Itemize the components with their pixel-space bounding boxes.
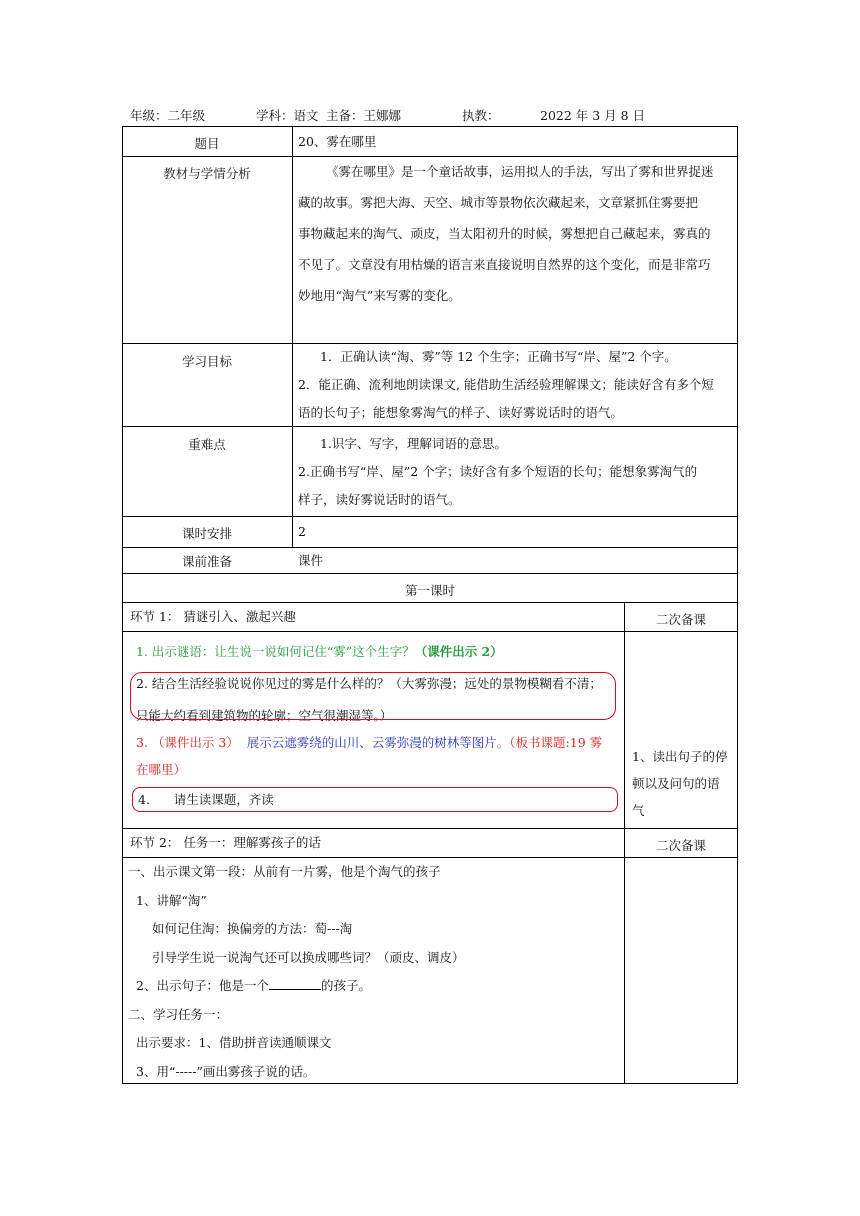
side-note-line: 气 — [632, 803, 645, 818]
step2-line-end: 的孩子。 — [320, 978, 371, 993]
analysis-label: 教材与学情分析 — [163, 166, 251, 181]
step2-side-title: 二次备课 — [655, 838, 706, 853]
row-rule — [122, 516, 738, 517]
lesson-header — [130, 106, 740, 126]
step1-item4-text: 请生读课题，齐读 — [173, 792, 274, 807]
step2-line: 1、讲解“淘” — [136, 892, 207, 908]
step1-item1-tag: （课件出示 2） — [414, 644, 503, 659]
teacher-label: 执教： — [462, 108, 500, 123]
step1-item1-text: 1. 出示谜语：让生说一说如何记住“雾”这个生字？ — [136, 644, 415, 659]
prep-value: 课件 — [298, 553, 324, 568]
row-rule — [122, 631, 738, 632]
preparer-label: 主备：王娜娜 — [326, 108, 402, 123]
step2-body — [128, 858, 465, 1086]
side-note-line: 顿以及问句的语 — [632, 776, 720, 791]
step1-side-title: 二次备课 — [655, 612, 706, 627]
step2-line-blank — [128, 972, 465, 1001]
periods-label: 课时安排 — [181, 526, 232, 541]
goal-line: 语的长句子；能想象雾淘气的样子、读好雾说话时的语气。 — [298, 405, 624, 420]
row-rule — [122, 547, 738, 548]
lesson-plan-table — [122, 126, 738, 1084]
step1-title: 环节 1： 猜谜引入、激起兴趣 — [130, 609, 296, 624]
section-title: 第一课时 — [404, 583, 455, 598]
analysis-line: 不见了。文章没有用枯燥的语言来直接说明自然界的这个变化，而是非常巧 — [298, 257, 711, 272]
step2-line: 出示要求：1、借助拼音读通顺课文 — [136, 1035, 332, 1050]
step1-item3 — [136, 727, 602, 758]
analysis-line: 妙地用“淘气”来写雾的变化。 — [298, 288, 461, 303]
goals-label: 学习目标 — [181, 354, 232, 369]
analysis-line: 事物藏起来的淘气、顽皮，当太阳初升的时候，雾想把自己藏起来，雾真的 — [298, 226, 711, 241]
table-border-right — [737, 126, 738, 1084]
periods-value: 2 — [298, 524, 306, 539]
step1-item3-prefix: 3. （课件出示 3） — [136, 735, 239, 750]
step2-line: 一、出示课文第一段：从前有一片雾，他是个淘气的孩子 — [128, 864, 441, 879]
step1-item3-red: （板书课题:19 雾 — [509, 735, 603, 750]
step1-item3-blue: 展示云遮雾绕的山川、云雾弥漫的树林等图片。 — [246, 735, 510, 750]
step2-line: 如何记住淘：换偏旁的方法：萄---淘 — [152, 921, 353, 936]
topic-label: 题目 — [194, 136, 220, 151]
key-point-line: 样子，读好雾说话时的语气。 — [298, 492, 461, 507]
goals-text — [298, 343, 714, 427]
goal-line: 1．正确认读“淘、雾”等 12 个生字；正确书写“岸、屋”2 个字。 — [320, 349, 677, 364]
step1-item2-line: 只能大约看到建筑物的轮廓；空气很潮湿等。） — [136, 708, 393, 723]
step2-line: 引导学生说一说淘气还可以换成哪些词？（顽皮、调皮） — [152, 949, 465, 965]
step1-item4-num: 4. — [138, 792, 150, 807]
step1-item1 — [136, 636, 503, 667]
row-rule — [122, 126, 738, 127]
prep-label: 课前准备 — [181, 554, 232, 569]
analysis-text — [298, 156, 714, 311]
highlight-oval — [132, 787, 618, 812]
key-point-line: 1.识字、写字，理解词语的意思。 — [320, 436, 507, 451]
analysis-line: 藏的故事。雾把大海、天空、城市等景物依次藏起来，文章紧抓住雾要把 — [298, 195, 699, 210]
topic-value: 20、雾在哪里 — [298, 134, 377, 149]
date-label: 2022 年 3 月 8 日 — [540, 108, 646, 123]
highlight-oval — [130, 672, 616, 720]
step2-title: 环节 2： 任务一：理解雾孩子的话 — [130, 835, 321, 850]
step2-line-start: 2、出示句子：他是一个 — [136, 978, 269, 993]
subject-label: 学科：语文 — [256, 108, 319, 123]
grade-label: 年级：二年级 — [130, 108, 206, 123]
fill-in-blank — [269, 975, 321, 990]
key-points-text — [298, 430, 697, 514]
analysis-line: 《雾在哪里》是一个童话故事，运用拟人的手法，写出了雾和世界捉迷 — [326, 164, 714, 179]
table-border-left — [122, 126, 123, 1084]
step1-side-notes — [632, 743, 727, 824]
step2-line: 二、学习任务一： — [128, 1006, 229, 1022]
key-points-label: 重难点 — [188, 437, 226, 452]
key-point-line: 2.正确书写“岸、屋”2 个字；读好含有多个短语的长句；能想象雾淘气的 — [298, 464, 698, 479]
goal-line: 2．能正确、流利地朗读课文, 能借助生活经验理解课文；能读好含有多个短 — [298, 377, 714, 392]
step1-item3-cont: 在哪里） — [136, 762, 187, 777]
row-rule — [122, 573, 738, 574]
step2-line: 3、用“-----”画出雾孩子说的话。 — [136, 1063, 316, 1079]
step1-item2-line: 2. 结合生活经验说说你见过的雾是什么样的？（大雾弥漫；远处的景物模糊看不清； — [136, 676, 602, 691]
side-note-line: 1、读出句子的停 — [632, 749, 728, 764]
label-column-divider — [292, 126, 293, 548]
